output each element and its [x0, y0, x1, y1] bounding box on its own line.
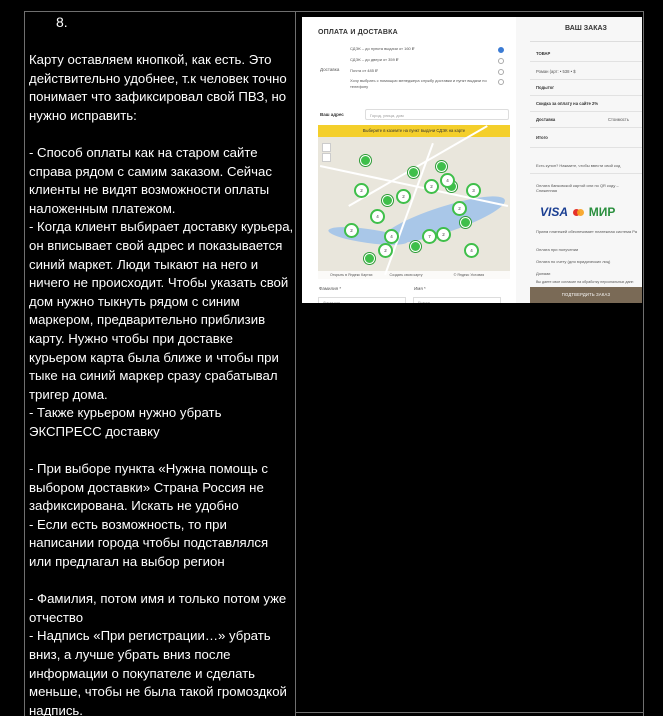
- map-cluster-pin[interactable]: 3: [466, 183, 481, 198]
- map-footer: [318, 271, 510, 279]
- delivery-option[interactable]: Хочу выбрать с помощью менеджера службу доставки и пункт выдачи по телефону: [350, 78, 487, 89]
- map-pin[interactable]: [460, 217, 471, 228]
- divider: [530, 79, 642, 80]
- pickup-map[interactable]: [318, 125, 510, 279]
- confirm-order-button[interactable]: ПОДТВЕРДИТЬ ЗАКАЗ: [530, 287, 642, 303]
- map-zoom-out[interactable]: [322, 153, 331, 162]
- subtotal-label: Подытог: [536, 85, 555, 90]
- map-banner: Выберите в каземте на пункт выдачи СДЭК на карте: [318, 125, 510, 137]
- coupon-prompt[interactable]: Есть купон? Нажмите, чтобы ввести свой код: [536, 163, 621, 168]
- map-zoom-in[interactable]: [322, 143, 331, 152]
- note-paragraph: - Способ оплаты как на старом сайте справа рядом с самим заказом. Сейчас клиенты не видят возможности оплаты наложенным платежом.: [29, 144, 272, 216]
- yandex-terms-link[interactable]: © Яндекс Условия: [453, 273, 485, 277]
- divider: [530, 147, 642, 148]
- product-header: ТОВАР: [536, 51, 551, 56]
- visa-logo: VISA: [540, 205, 569, 219]
- note-spacer: [29, 441, 294, 460]
- checkout-screenshot: [302, 17, 642, 303]
- map-pin[interactable]: [436, 161, 447, 172]
- note-paragraph: - Когда клиент выбирает доставку курьера, он вписывает свой адрес и показывается синий маркет. Люди тыкают на него и ничего не происходит. Чтобы указать свой дом нужно тыкнуть рядом с синим маркером, предварительно приблизив карту. Нужно чтобы при доставке курьером карта была ближе и чтобы при тыке на синий маркер сразу срабатывал тригер дома.: [29, 219, 294, 402]
- map-cluster-pin[interactable]: 2: [436, 227, 451, 242]
- note-paragraph: - Фамилия, потом имя и только потом уже отчество: [29, 591, 287, 625]
- map-cluster-pin[interactable]: 4: [384, 229, 399, 244]
- map-cluster-pin[interactable]: 2: [396, 189, 411, 204]
- note-paragraph: - При выборе пункта «Нужна помощь с выбором доставки» Страна Россия не зафиксирована. Искать не удобно: [29, 461, 268, 514]
- payment-provider-note: Прием платежей обеспечивает платежная система Ра: [536, 229, 637, 234]
- note-paragraph: - Надпись «При регистрации…» убрать вниз, а лучше убрать вниз после информации о покупателе и сделать меньше, чтобы не была такой громоздкой надпись.: [29, 628, 287, 718]
- map-cluster-pin[interactable]: 4: [370, 209, 385, 224]
- note-paragraph: - Также курьером нужно убрать ЭКСПРЕСС доставку: [29, 405, 222, 439]
- order-summary-panel: [516, 17, 642, 303]
- payment-logos: [540, 205, 615, 219]
- mir-logo: МИР: [588, 205, 616, 219]
- delivery-radio[interactable]: [498, 58, 504, 64]
- note-spacer: [29, 125, 294, 144]
- map-cluster-pin[interactable]: 7: [422, 229, 437, 244]
- table-bottom-divider: [296, 712, 644, 717]
- map-cluster-pin[interactable]: 4: [440, 173, 455, 188]
- divider: [530, 61, 642, 62]
- delivery-label: Доставка: [320, 67, 340, 72]
- map-pin[interactable]: [408, 167, 419, 178]
- review-notes: [29, 51, 294, 720]
- shipping-label: Доставка: [536, 117, 556, 122]
- divider: [530, 111, 642, 112]
- note-spacer: [29, 572, 294, 591]
- payment-option-invoice[interactable]: Оплата по счету (для юридических лиц): [536, 259, 611, 264]
- map-cluster-pin[interactable]: 2: [344, 223, 359, 238]
- map-pin[interactable]: [360, 155, 371, 166]
- item-number: 8.: [56, 14, 68, 30]
- name-label: Имя *: [414, 286, 426, 291]
- total-label: Итого: [536, 135, 548, 140]
- discount-label: Скидка за оплату на сайте 2%: [536, 101, 599, 106]
- payment-option-card[interactable]: Оплата банковской картой или по QR коду – Сниженная: [536, 183, 619, 193]
- note-paragraph: Карту оставляем кнопкой, как есть. Это действительно удобнее, т.к человек точно понимает что зафиксировал свой ПВЗ, но нужно исправить:: [29, 52, 287, 123]
- create-map-link[interactable]: Создать свою карту: [389, 273, 423, 277]
- payment-option-cod[interactable]: Оплата при получении: [536, 247, 579, 252]
- open-in-yandex-link[interactable]: Открыть в Яндекс Картах: [330, 273, 373, 277]
- section-title: ОПЛАТА И ДОСТАВКА: [318, 29, 398, 36]
- map-cluster-pin[interactable]: 2: [452, 201, 467, 216]
- divider: [530, 95, 642, 96]
- map-cluster-pin[interactable]: 2: [424, 179, 439, 194]
- name-input[interactable]: Роман: [413, 297, 501, 303]
- consent-text: Вы даете свое согласие на обработку персональных данн: [536, 280, 634, 284]
- address-input[interactable]: Город, улица, дом: [365, 109, 509, 120]
- map-pin[interactable]: [410, 241, 421, 252]
- delivery-option[interactable]: СДЭК – до пункта выдачи от 160 ₽: [350, 46, 415, 51]
- surname-label: Фамилия *: [319, 286, 342, 291]
- divider: [530, 127, 642, 128]
- map-cluster-pin[interactable]: 2: [354, 183, 369, 198]
- delivery-option[interactable]: СДЭК – до двери от 359 ₽: [350, 57, 399, 62]
- delivery-radio[interactable]: [498, 69, 504, 75]
- map-cluster-pin[interactable]: 2: [378, 243, 393, 258]
- delivery-radio[interactable]: [498, 79, 504, 85]
- address-label: Ваш адрес: [320, 112, 344, 117]
- delivery-radio-selected[interactable]: [498, 47, 504, 53]
- mastercard-icon: [573, 209, 583, 216]
- order-title: ВАШ ЗАКАЗ: [530, 17, 642, 42]
- surname-input[interactable]: Фамилия: [318, 297, 406, 303]
- map-cluster-pin[interactable]: 4: [464, 243, 479, 258]
- map-pin[interactable]: [364, 253, 375, 264]
- product-line: Роман (арт: • 538 • $: [536, 69, 576, 74]
- payment-delivery-panel: [302, 17, 512, 303]
- delivery-option[interactable]: Почта от 485 ₽: [350, 68, 378, 73]
- map-road: [384, 143, 434, 275]
- divider: [530, 173, 642, 174]
- shipping-value: Стоимость: [608, 117, 629, 122]
- payment-option-dolyami[interactable]: Долями: [536, 271, 551, 276]
- map-pin[interactable]: [382, 195, 393, 206]
- note-paragraph: - Если есть возможность, то при написании города чтобы подставлялся или предлагал на выбор регион: [29, 516, 269, 570]
